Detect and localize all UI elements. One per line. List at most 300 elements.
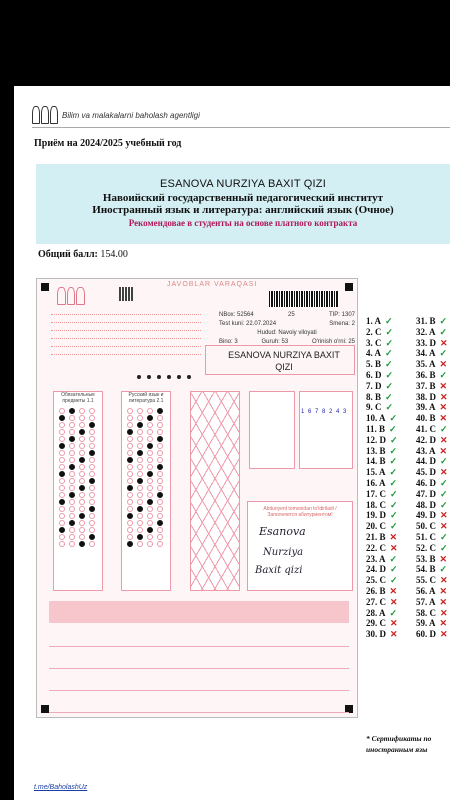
answer-number: 23. [366, 553, 380, 564]
answer-bubble [147, 492, 153, 498]
answer-letter: D [375, 380, 382, 391]
header-divider [32, 127, 450, 128]
answer-bubble [127, 499, 133, 505]
check-icon: ✓ [440, 488, 448, 499]
answer-letter: A [429, 402, 436, 413]
check-icon: ✓ [439, 316, 448, 326]
answer-bubble [69, 450, 75, 456]
tip-value: 1307 [341, 312, 355, 318]
answer-bubble [157, 422, 163, 428]
answer-letter: C [375, 337, 382, 348]
cross-icon: ✕ [440, 510, 448, 521]
check-icon: ✓ [389, 553, 398, 564]
answer-number: 41. [416, 423, 430, 434]
bubble-column-2-label: Русский язык и литература 2.1 [128, 392, 164, 404]
check-icon: ✓ [385, 369, 394, 380]
cross-icon: ✕ [440, 575, 448, 586]
answer-bubble [59, 471, 65, 477]
cross-icon: ✕ [439, 585, 448, 596]
answer-number: 27. [366, 596, 380, 607]
cross-icon: ✕ [389, 531, 398, 542]
answer-row [416, 532, 450, 543]
answer-bubble [89, 464, 95, 470]
sheet-name-line1: ESANOVA NURZIYA BAXIT [228, 350, 340, 360]
check-icon: ✓ [385, 348, 393, 359]
certificate-note-line1: * Сертификаты по [366, 734, 432, 743]
answer-bubble [69, 492, 75, 498]
answer-row [416, 316, 450, 327]
answer-row [416, 381, 450, 392]
answer-letter: B [429, 564, 436, 575]
orin-value: 25 [348, 339, 355, 345]
answer-letter: B [379, 531, 386, 542]
answer-bubble [79, 527, 85, 533]
answer-letter: D [375, 369, 382, 380]
answer-letter: D [429, 477, 436, 488]
answer-number: 43. [416, 445, 430, 456]
answer-letter: A [429, 585, 436, 596]
answer-bubble [69, 471, 75, 477]
answer-bubble [137, 478, 143, 484]
answer-letter: D [429, 488, 436, 499]
answer-bubble [147, 541, 153, 547]
answer-bubble [89, 429, 95, 435]
agency-name: Bilim va malakalarni baholash agentligi [62, 110, 200, 120]
answer-bubble [89, 471, 95, 477]
check-icon: ✓ [389, 413, 398, 424]
answer-letter: B [375, 359, 382, 370]
answer-bubble [69, 478, 75, 484]
answer-bubble [157, 443, 163, 449]
answer-bubble [69, 513, 75, 519]
answer-number: 6. [366, 369, 375, 380]
answer-bubble [157, 471, 163, 477]
answer-letter: C [379, 521, 386, 532]
answer-letter: A [429, 445, 436, 456]
answer-row [416, 467, 450, 478]
answer-bubble [69, 422, 75, 428]
answer-number: 53. [416, 553, 430, 564]
admission-year-title: Приём на 2024/2025 учебный год [34, 138, 182, 149]
answer-row [416, 543, 450, 554]
answer-bubble [79, 541, 85, 547]
registration-mark-icon [345, 283, 353, 291]
answer-letter: C [379, 618, 386, 629]
answer-number: 37. [416, 380, 430, 391]
answer-bubble [137, 457, 143, 463]
cross-icon: ✕ [440, 337, 448, 348]
answer-letter: C [429, 607, 436, 618]
answer-bubble [127, 408, 133, 414]
answer-row [416, 338, 450, 349]
answer-bubble [89, 492, 95, 498]
answer-bubble [147, 464, 153, 470]
guruh-label: Guruh: [261, 339, 280, 345]
answer-number: 8. [366, 391, 375, 402]
answer-number: 9. [366, 402, 375, 413]
bino-value: 3 [234, 339, 238, 345]
signature-box [247, 501, 353, 591]
result-banner [36, 164, 450, 244]
code-digits: 1 6 7 8 2 4 3 [301, 409, 348, 415]
check-icon: ✓ [389, 445, 398, 456]
answer-number: 2. [366, 326, 375, 337]
answer-bubble [79, 534, 85, 540]
total-score [38, 249, 128, 260]
answer-letter: B [379, 423, 386, 434]
answer-row [416, 478, 450, 489]
answer-bubble [157, 464, 163, 470]
check-icon: ✓ [440, 542, 448, 553]
answer-bubble [79, 443, 85, 449]
answer-number: 55. [416, 575, 430, 586]
answer-bubble [89, 478, 95, 484]
answer-bubble [127, 513, 133, 519]
answer-number: 52. [416, 542, 430, 553]
check-icon: ✓ [390, 575, 398, 586]
cross-icon: ✕ [389, 585, 398, 596]
answer-letter: D [429, 337, 436, 348]
cross-icon: ✕ [440, 434, 448, 445]
answer-bubble [147, 415, 153, 421]
answer-bubble [59, 527, 65, 533]
check-icon: ✓ [440, 423, 448, 434]
answer-row [416, 348, 450, 359]
answer-bubble [157, 534, 163, 540]
check-icon: ✓ [389, 467, 398, 478]
answer-bubble [157, 450, 163, 456]
answer-bubble [79, 464, 85, 470]
agency-logo-icon [32, 106, 58, 124]
orin-label: O'rinish o'rni: [312, 339, 347, 345]
answer-number: 16. [366, 477, 380, 488]
date-value: 22.07.2024 [246, 321, 277, 327]
nbox-number: 25 [287, 312, 295, 318]
answer-bubble [137, 422, 143, 428]
answer-number: 54. [416, 564, 430, 575]
answer-row [416, 597, 450, 608]
answer-number: 12. [366, 434, 380, 445]
answer-bubble [127, 541, 133, 547]
check-icon: ✓ [439, 564, 448, 575]
check-icon: ✓ [389, 456, 398, 467]
answer-bubble [147, 408, 153, 414]
answer-row [416, 370, 450, 381]
answer-bubble [59, 513, 65, 519]
answer-bubble [157, 541, 163, 547]
answer-number: 42. [416, 434, 430, 445]
answer-sheet-image [36, 278, 358, 718]
qr-code-icon [119, 287, 133, 301]
answer-bubble [137, 443, 143, 449]
sheet-pink-bar [49, 601, 349, 623]
answer-letter: D [429, 467, 436, 478]
answer-bubble [69, 527, 75, 533]
answer-number: 20. [366, 521, 380, 532]
handwritten-patronymic: Baxit qizi [255, 565, 303, 576]
answer-bubble [137, 527, 143, 533]
answer-letter: C [429, 531, 436, 542]
cross-icon: ✕ [390, 596, 398, 607]
answer-letter: B [379, 456, 386, 467]
answer-number: 33. [416, 337, 430, 348]
answer-row [416, 510, 450, 521]
answer-row [416, 608, 450, 619]
check-icon: ✓ [390, 499, 398, 510]
answer-bubble [69, 464, 75, 470]
agency-header [32, 106, 200, 124]
answer-bubble [79, 415, 85, 421]
answer-letter: A [429, 348, 436, 359]
answer-number: 38. [416, 391, 430, 402]
answer-bubble [79, 506, 85, 512]
answer-number: 1. [366, 316, 375, 326]
check-icon: ✓ [385, 402, 394, 413]
answer-letter: C [379, 596, 386, 607]
answer-bubble [157, 520, 163, 526]
answer-bubble [79, 499, 85, 505]
cross-icon: ✕ [390, 629, 398, 640]
answer-letter: D [429, 510, 436, 521]
answer-row [416, 500, 450, 511]
answer-letter: C [375, 326, 382, 337]
answer-bubble [59, 422, 65, 428]
answer-bubble [89, 436, 95, 442]
answer-bubble [147, 422, 153, 428]
handwritten-surname: Esanova [259, 525, 306, 538]
guruh-value: 53 [281, 339, 289, 345]
answer-number: 48. [416, 499, 430, 510]
answer-number: 51. [416, 531, 430, 542]
answer-bubble [79, 450, 85, 456]
answer-bubble [69, 499, 75, 505]
answer-bubble [157, 478, 163, 484]
answer-number: 24. [366, 564, 380, 575]
answer-letter: B [379, 585, 386, 596]
cross-icon: ✕ [439, 402, 448, 413]
institute-name: Навоийский государственный педагогический институт [102, 192, 384, 204]
answer-letter: B [379, 445, 386, 456]
answer-bubble [89, 450, 95, 456]
timing-marks [137, 375, 191, 379]
check-icon: ✓ [439, 348, 448, 359]
answer-bubble [89, 520, 95, 526]
answer-bubble [59, 415, 65, 421]
check-icon: ✓ [385, 326, 394, 337]
bubble-column-2 [121, 391, 171, 591]
answer-letter: A [374, 348, 382, 359]
answer-bubble [59, 436, 65, 442]
answer-row [416, 489, 450, 500]
answer-bubble [79, 485, 85, 491]
answer-bubble [137, 471, 143, 477]
answer-row [416, 424, 450, 435]
answer-row [416, 359, 450, 370]
answer-number: 34. [416, 348, 430, 359]
check-icon: ✓ [385, 380, 394, 391]
answer-bubble [89, 485, 95, 491]
answer-bubble [59, 499, 65, 505]
hudud-value: Navoiy viloyati [278, 330, 317, 336]
answer-number: 59. [416, 618, 430, 629]
answer-row [416, 402, 450, 413]
check-icon: ✓ [390, 510, 398, 521]
answer-bubble [59, 443, 65, 449]
answer-bubble [59, 408, 65, 414]
check-icon: ✓ [385, 337, 394, 348]
crossed-out-column [190, 391, 240, 591]
answer-number: 56. [416, 585, 430, 596]
hudud-label: Hudud: [257, 330, 277, 336]
smena-value: 2 [351, 321, 355, 327]
answer-letter: B [429, 380, 436, 391]
answer-row [416, 564, 450, 575]
answer-number: 45. [416, 467, 430, 478]
cross-icon: ✕ [439, 413, 448, 424]
check-icon: ✓ [440, 456, 448, 467]
barcode-icon [269, 291, 339, 307]
answer-number: 32. [416, 326, 430, 337]
check-icon: ✓ [385, 391, 393, 402]
answer-bubble [59, 492, 65, 498]
result-page [14, 86, 450, 800]
answer-letter: C [379, 575, 386, 586]
answer-row [416, 446, 450, 457]
answer-bubble [127, 457, 133, 463]
answer-bubble [147, 429, 153, 435]
cross-icon: ✕ [390, 542, 398, 553]
answer-row [416, 618, 450, 629]
answer-bubble [147, 471, 153, 477]
answer-letter: A [429, 596, 436, 607]
telegram-link[interactable]: t.me/BaholashUz [34, 784, 88, 791]
answer-bubble [59, 450, 65, 456]
total-score-value: 154.00 [100, 249, 128, 260]
answer-bubble [59, 485, 65, 491]
answer-number: 7. [366, 380, 375, 391]
answer-bubble [127, 436, 133, 442]
answer-number: 26. [366, 585, 380, 596]
answer-bubble [89, 527, 95, 533]
answer-bubble [137, 541, 143, 547]
answer-letter: B [375, 391, 382, 402]
answer-bubble [69, 443, 75, 449]
answer-bubble [127, 478, 133, 484]
answer-bubble [69, 541, 75, 547]
answer-number: 30. [366, 629, 380, 640]
answer-letter: D [429, 391, 436, 402]
answer-bubble [69, 436, 75, 442]
answer-bubble [127, 471, 133, 477]
answer-bubble [157, 457, 163, 463]
date-label: Test kuni: [219, 321, 245, 327]
answer-bubble [137, 506, 143, 512]
answer-bubble [59, 534, 65, 540]
answer-letter: B [429, 553, 436, 564]
answer-letter: C [379, 542, 386, 553]
cross-icon: ✕ [439, 618, 448, 629]
cross-icon: ✕ [439, 380, 448, 391]
student-name: ESANOVA NURZIYA BAXIT QIZI [160, 178, 326, 190]
answer-bubble [69, 520, 75, 526]
answer-number: 39. [416, 402, 430, 413]
handwritten-firstname: Nurziya [263, 547, 304, 558]
answer-bubble [147, 443, 153, 449]
answer-bubble [127, 485, 133, 491]
sheet-name-line2: QIZI [275, 362, 293, 372]
check-icon: ✓ [390, 564, 398, 575]
answer-number: 22. [366, 542, 380, 553]
answer-number: 13. [366, 445, 380, 456]
answer-bubble [137, 513, 143, 519]
answer-bubble [59, 457, 65, 463]
answer-number: 11. [366, 423, 380, 434]
answer-bubble [127, 450, 133, 456]
answer-bubble [157, 436, 163, 442]
answer-bubble [137, 436, 143, 442]
bubble-grid [54, 408, 102, 547]
answer-bubble [79, 436, 85, 442]
answer-letter: A [379, 413, 386, 424]
answer-bubble [69, 485, 75, 491]
answer-bubble [79, 478, 85, 484]
smena-label: Smena: [329, 321, 350, 327]
answer-number: 46. [416, 477, 430, 488]
answer-number: 14. [366, 456, 380, 467]
answer-bubble [157, 527, 163, 533]
answer-number: 29. [366, 618, 380, 629]
bubble-column-1-label: Обязательные предметы 1.1 [61, 392, 95, 404]
answer-bubble [89, 408, 95, 414]
answer-bubble [137, 408, 143, 414]
answer-bubble [137, 429, 143, 435]
answer-bubble [137, 415, 143, 421]
answer-bubble [79, 422, 85, 428]
answer-letter: A [379, 467, 386, 478]
answer-bubble [89, 443, 95, 449]
answer-letter: D [379, 564, 386, 575]
answer-bubble [127, 520, 133, 526]
cross-icon: ✕ [439, 553, 448, 564]
check-icon: ✓ [439, 369, 448, 380]
answer-bubble [147, 457, 153, 463]
answer-number: 60. [416, 629, 430, 640]
cross-icon: ✕ [439, 445, 448, 456]
answer-row [416, 413, 450, 424]
answer-bubble [137, 499, 143, 505]
answer-bubble [89, 499, 95, 505]
answer-bubble [79, 457, 85, 463]
answer-row [416, 575, 450, 586]
answer-number: 40. [416, 413, 430, 424]
answer-number: 21. [366, 531, 380, 542]
answer-bubble [69, 457, 75, 463]
answer-letter: B [429, 413, 436, 424]
answer-bubble [69, 506, 75, 512]
answer-bubble [59, 429, 65, 435]
answer-letter: C [429, 542, 436, 553]
answer-number: 10. [366, 413, 380, 424]
answer-bubble [79, 408, 85, 414]
answer-bubble [79, 513, 85, 519]
answer-bubble [157, 513, 163, 519]
sheet-student-name [209, 349, 359, 373]
answer-number: 5. [366, 359, 375, 370]
answer-row [416, 554, 450, 565]
answer-bubble [69, 429, 75, 435]
answer-bubble [137, 534, 143, 540]
answer-number: 4. [366, 348, 375, 359]
